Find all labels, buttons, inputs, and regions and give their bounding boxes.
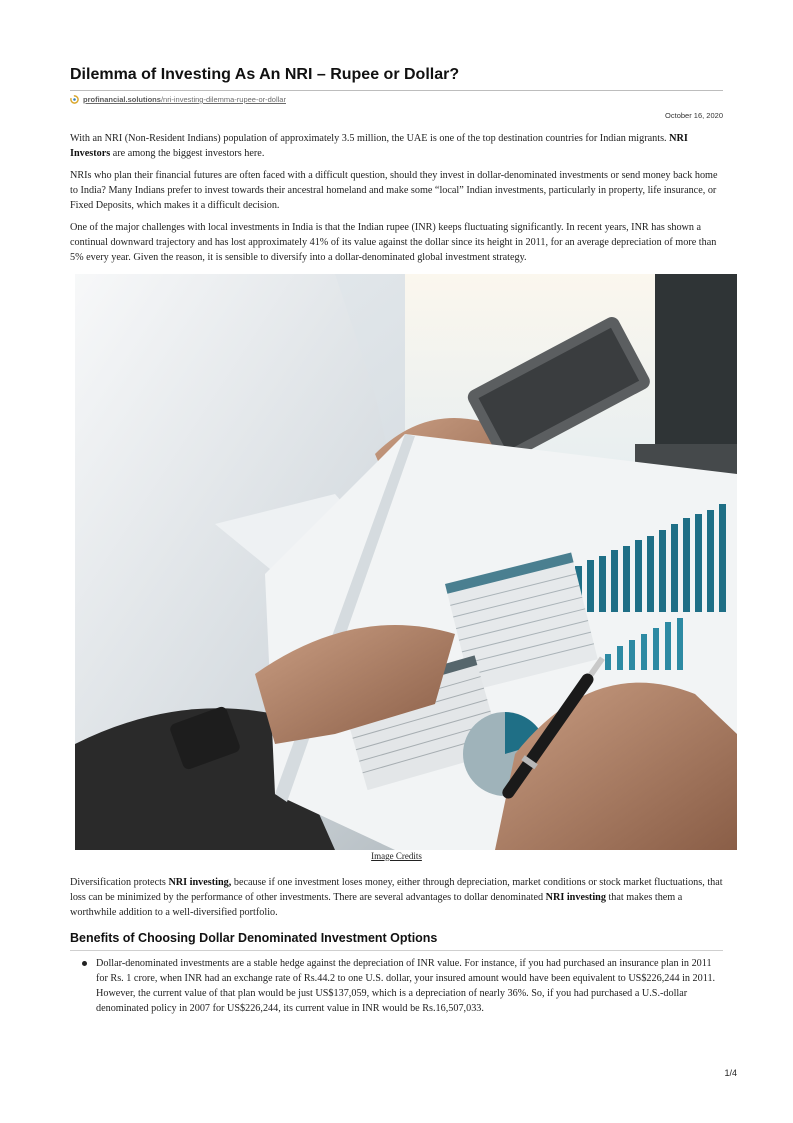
nri-investing-bold-1: NRI investing, [168,877,232,888]
title-divider [70,90,723,91]
paragraph-rupee-challenge: One of the major challenges with local investments in India is that the Indian rupee (INR) keeps fluctuating significantly. In recent years, INR has shown a continual downward trajectory and has lost approximately 41% of its value against the dollar since its height in 2011, for an average depreciation of more than 5% every year. Given the reason, it is sensible to diversify into a dollar-denominated global investment strategy. [70,222,717,263]
site-favicon-icon [70,95,79,104]
paragraph-intro [70,131,723,161]
image-caption [0,851,793,861]
source-url-link[interactable] [83,95,286,104]
benefits-list [96,956,723,1016]
image-credits-link[interactable]: Image Credits [371,851,422,861]
diversification-text-b: because if one investment loses money, either through depreciation, market conditions or stock market fluctuations, that loss can be minimized by the performance of other investments. There are several advantages to dollar denominated [70,877,723,903]
paragraph-intro-text: With an NRI (Non-Resident Indians) population of approximately 3.5 million, the UAE is one of the top destination countries for Indian migrants. [70,133,670,144]
paragraph-diversification [70,875,723,920]
section-heading: Benefits of Choosing Dollar Denominated Investment Options [70,931,438,945]
source-path: /nri-investing-dilemma-rupee-or-dollar [160,95,286,104]
list-item: Dollar-denominated investments are a stable hedge against the depreciation of INR value. For instance, if you had purchased an insurance plan in 2011 for Rs. 1 crore, when INR had an exchange rate of Rs.44.2 to one U.S. dollar, your insured amount would have been equivalent to US$226,244 in 2011. However, the current value of that plan would be just US$137,059, which is a depreciation of nearly 36%. So, if you had purchased a U.S.-dollar denominated policy in 2007 for US$226,244, its current value in INR would be Rs.16,507,033. [96,956,723,1016]
diversification-text-c: that makes them a worthwhile addition to a well-diversified portfolio. [70,892,683,918]
diversification-text-a: Diversification protects [70,877,169,888]
source-domain: profinancial.solutions [83,95,161,104]
article-title: Dilemma of Investing As An NRI – Rupee or Dollar? [70,66,460,83]
financial-analysis-photo [75,274,737,850]
publish-date: October 16, 2020 [665,111,723,120]
paragraph-intro-tail: are among the biggest investors here. [110,148,265,159]
nri-investing-bold-2: NRI investing [545,892,606,903]
page-number: 1/4 [724,1068,737,1078]
section-divider [70,950,723,951]
hero-image [75,274,737,850]
source-link-row [70,95,286,104]
nri-investors-bold: NRI Investors [70,133,688,159]
paragraph-dilemma: NRIs who plan their financial futures are often faced with a difficult question, should they invest in dollar-denominated investments or send money back home to India? Many Indians prefer to invest towards their ancestral homeland and make some “local” Indian investments, particularly in property, life insurance, or Fixed Deposits, which makes it a difficult decision. [70,170,718,211]
